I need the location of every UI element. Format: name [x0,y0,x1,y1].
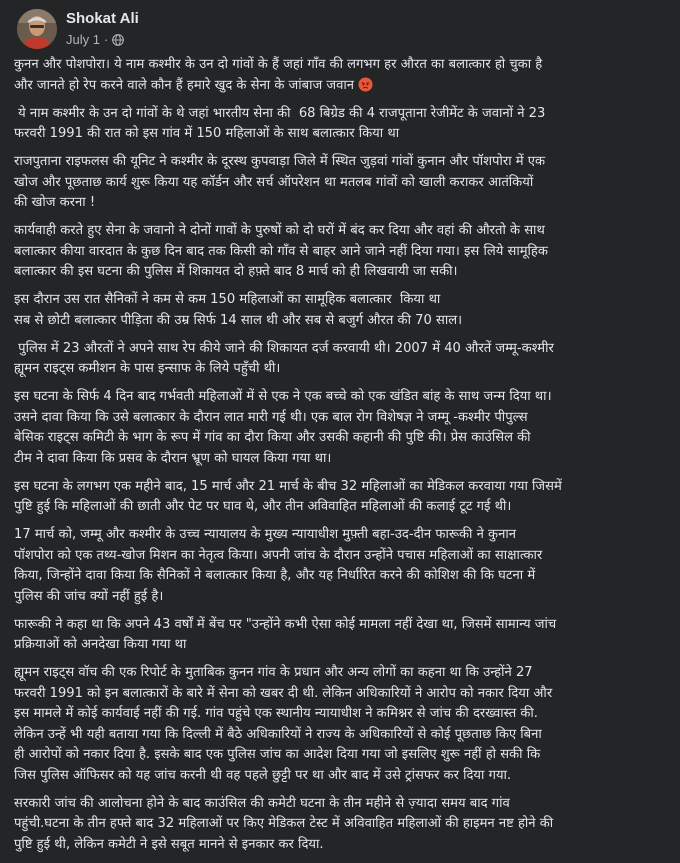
post-meta [66,32,124,47]
post-paragraph [14,55,672,96]
post-paragraph: इस घटना के लगभग एक महीने बाद, 15 मार्च और 21 मार्च के बीच 32 महिलाओं का मेडिकल करवाया गया जिसमें पुष्टि हुई कि महिलाओं की छाती और पेट पर घाव थे, और तीन अविवाहित महिलाओं की कलाई टूट गई थी। [14,478,562,514]
post-paragraph: सरकारी जांच की आलोचना होने के बाद काउंसिल की कमेटी घटना के तीन महीने से ज़्यादा समय बाद गांव पहुंची.घटना के तीन हफ्ते बाद 32 महिलाओं पर किए मेडिकल टेस्ट में अविवाहित महिलाओं की हाइमन नष्ट होने की पुष्टि हुई थी, लेकिन कमेटी ने इसे सबूत मानने से इनकार कर दिया. [14,795,554,852]
post-paragraph: कार्यवाही करते हुए सेना के जवानो ने दोनों गावों के पुरुषों को दो घरों में बंद कर दिया और वहां की औरतो के साथ बलात्कार कीया वारदात के कुछ दिन बाद तक किसी को गाँव से बाहर आने जाने नहीं दिया गया। इस लिये सामूहिक बलात्कार की इस घटना की पुलिस में शिकायत दो हफ़्ते बाद 8 मार्च को ही लिखवायी जा सकी। [14,223,548,279]
paragraph-text: कुनन और पोशपोरा। ये नाम कश्मीर के उन दो गांवों के हैं जहां गाँव की लगभग हर औरत का बलात्कार हो चुका है और जानते हो रेप करने वाले कौन हैं हमारे खुद के सेना के जांबाज जवान [14,57,543,93]
angry-face-icon [358,77,373,92]
globe-icon[interactable] [112,34,124,46]
post-body [14,55,672,863]
post-paragraph: राजपुताना राइफलस की यूनिट ने कश्मीर के दूरस्थ कुपवाड़ा जिले में स्थित जुड़वां गांवों कुनान और पॉशपोरा में एक खोज और पूछताछ कार्य शुरू किया यह कॉर्डन और सर्च ऑपरेशन था मतलब गांवों को खाली कराकर आतंकियों की खोज करना ! [14,154,546,210]
meta-separator: · [103,32,109,47]
avatar[interactable] [17,9,57,49]
post-header [0,0,680,58]
post-paragraph: पुलिस में 23 औरतों ने अपने साथ रेप कीये जाने की शिकायत दर्ज करवायी थी। 2007 में 40 औरतें जम्मू-कश्मीर ह्यूमन राइट्स कमीशन के पास इन्साफ के लिये पहुँची थी। [14,340,554,376]
post-date[interactable]: July 1 [66,32,100,47]
post-paragraph: इस घटना के सिर्फ 4 दिन बाद गर्भवती महिलाओं में से एक ने एक बच्चे को एक खंडित बांह के साथ जन्म दिया था। उसने दावा किया कि उसे बलात्कार के दौरान लात मारी गई थी। एक बाल रोग विशेषज्ञ ने जम्मू -कश्मीर पीपुल्स बेसिक राइट्स कमिटी के भाग के रूप में गांव का दौरा किया और उसकी कहानी की पुष्टि की। प्रेस काउंसिल की टीम ने दावा किया कि प्रसव के दौरान भ्रूण को घायल किया गया था। [14,389,552,466]
post-paragraph: फारूकी ने कहा था कि अपने 43 वर्षों में बेंच पर "उन्होंने कभी ऐसा कोई मामला नहीं देखा था, जिसमें सामान्य जांच प्रक्रियाओं को अनदेखा किया गया था [14,616,557,652]
post-paragraph: 17 मार्च को, जम्मू और कश्मीर के उच्च न्यायालय के मुख्य न्यायाधीश मुफ़्ती बहा-उद-दीन फारूकी ने कुनान पॉशपोरा को एक तथ्य-खोज मिशन का नेतृत्व किया। अपनी जांच के दौरान उन्होंने पचास महिलाओं का साक्षात्कार किया, जिन्होंने दावा किया कि सैनिकों ने बलात्कार किया है, और यह निर्धारित करने की कोशिश की कि घटना में पुलिस की जांच क्यों नहीं हुई है। [14,527,543,604]
author-name[interactable]: Shokat Ali [66,10,139,27]
post-paragraph: इस दौरान उस रात सैनिकों ने कम से कम 150 महिलाओं का सामूहिक बलात्कार किया था सब से छोटी बलात्कार पीड़िता की उम्र सिर्फ 14 साल थी और सब से बजुर्ग औरत की 70 साल। [14,292,463,328]
post-paragraph: ये नाम कश्मीर के उन दो गांवों के थे जहां भारतीय सेना की 68 बिग्रेड की 4 राजपूताना रेजीमेंट के जवानों ने 23 फरवरी 1991 की रात को इस गांव में 150 महिलाओं के साथ बलात्कार किया था [14,105,546,141]
post-paragraph: ह्यूमन राइट्स वॉच की एक रिपोर्ट के मुताबिक कुनन गांव के प्रधान और अन्य लोगों का कहना था कि उन्होंने 27 फरवरी 1991 को इन बलात्कारों के बारे में सेना को खबर दी थी. लेकिन अधिकारियों ने आरोप को नकार दिया और इस मामले में कोई कार्यवाई नहीं की गई. गांव पहुंचे एक स्थानीय न्यायाधीश ने कमिश्नर से जांच की दरख्वास्त की. लेकिन उन्हें भी यही बताया गया कि दिल्ली में बैठे अधिकारियों ने राज्य के अधिकारियों से कोई पूछताछ किए बिना ही आरोपों को नकार दिया है. इसके बाद एक पुलिस जांच का आदेश दिया गया जो इसलिए शुरू नहीं हो सकी कि जिस पुलिस ऑफिसर को यह जांच करनी थी वह पहले छुट्टी पर था और बाद में उसे ट्रांसफर कर दिया गया. [14,665,553,783]
